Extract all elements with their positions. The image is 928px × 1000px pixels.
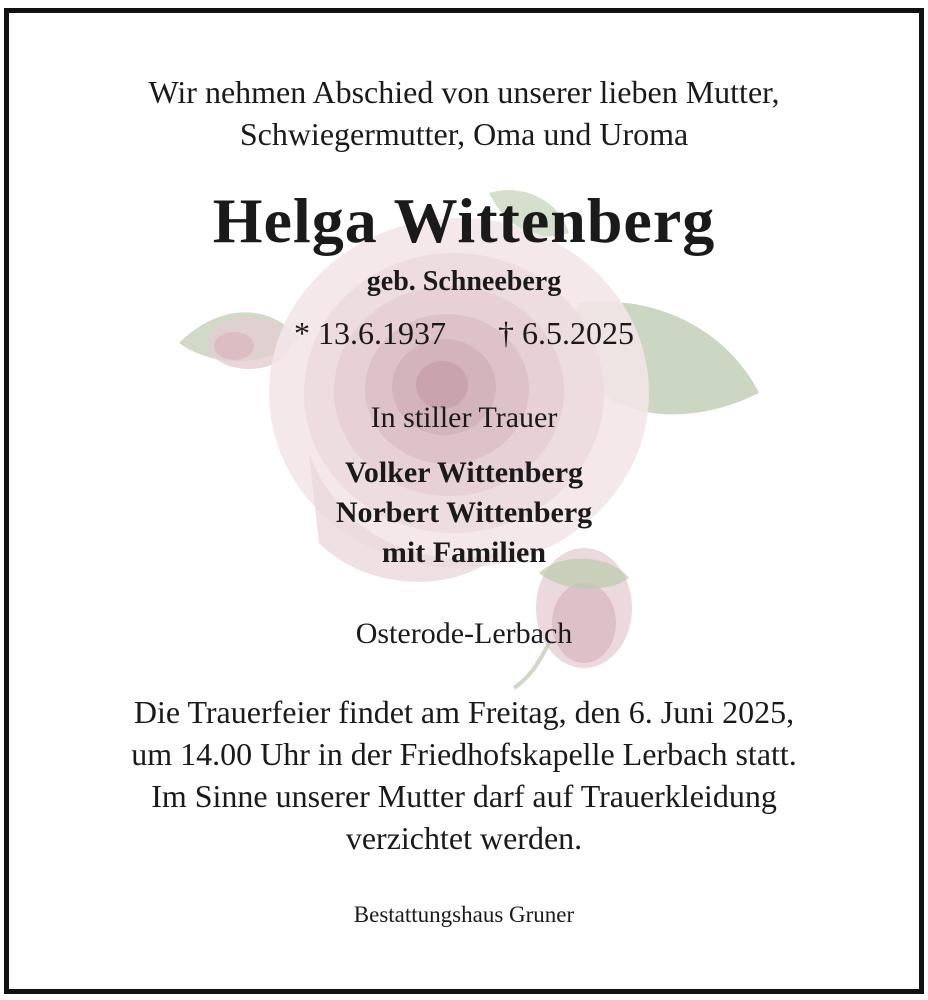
funeral-home: Bestattungshaus Gruner [353, 902, 575, 927]
life-dates [9, 313, 919, 353]
intro-text [9, 71, 919, 155]
mourner: Norbert Wittenberg [335, 496, 593, 529]
intro-line-1: Wir nehmen Abschied von unserer lieben Mutter, [148, 74, 780, 110]
notice-line: Im Sinne unserer Mutter darf auf Trauerkleidung [151, 778, 777, 814]
mourner: Volker Wittenberg [344, 456, 584, 489]
mourning-heading: In stiller Trauer [370, 401, 558, 434]
obituary-frame [4, 8, 924, 994]
intro-line-2: Schwiegermutter, Oma und Uroma [239, 116, 689, 152]
maiden-name: geb. Schneeberg [366, 266, 562, 297]
notice-line: Die Trauerfeier findet am Freitag, den 6. Juni 2025, [133, 694, 795, 730]
funeral-notice [9, 691, 919, 859]
mourners-list [9, 453, 919, 573]
birth-date: * 13.6.1937 [294, 315, 446, 351]
notice-line: verzichtet werden. [345, 820, 583, 856]
obituary-content [9, 13, 919, 989]
deceased-name: Helga Wittenberg [212, 185, 716, 256]
notice-line: um 14.00 Uhr in der Friedhofskapelle Lerbach statt. [131, 736, 797, 772]
place: Osterode-Lerbach [355, 617, 573, 650]
death-date: † 6.5.2025 [498, 315, 634, 351]
mourner: mit Familien [381, 536, 547, 569]
